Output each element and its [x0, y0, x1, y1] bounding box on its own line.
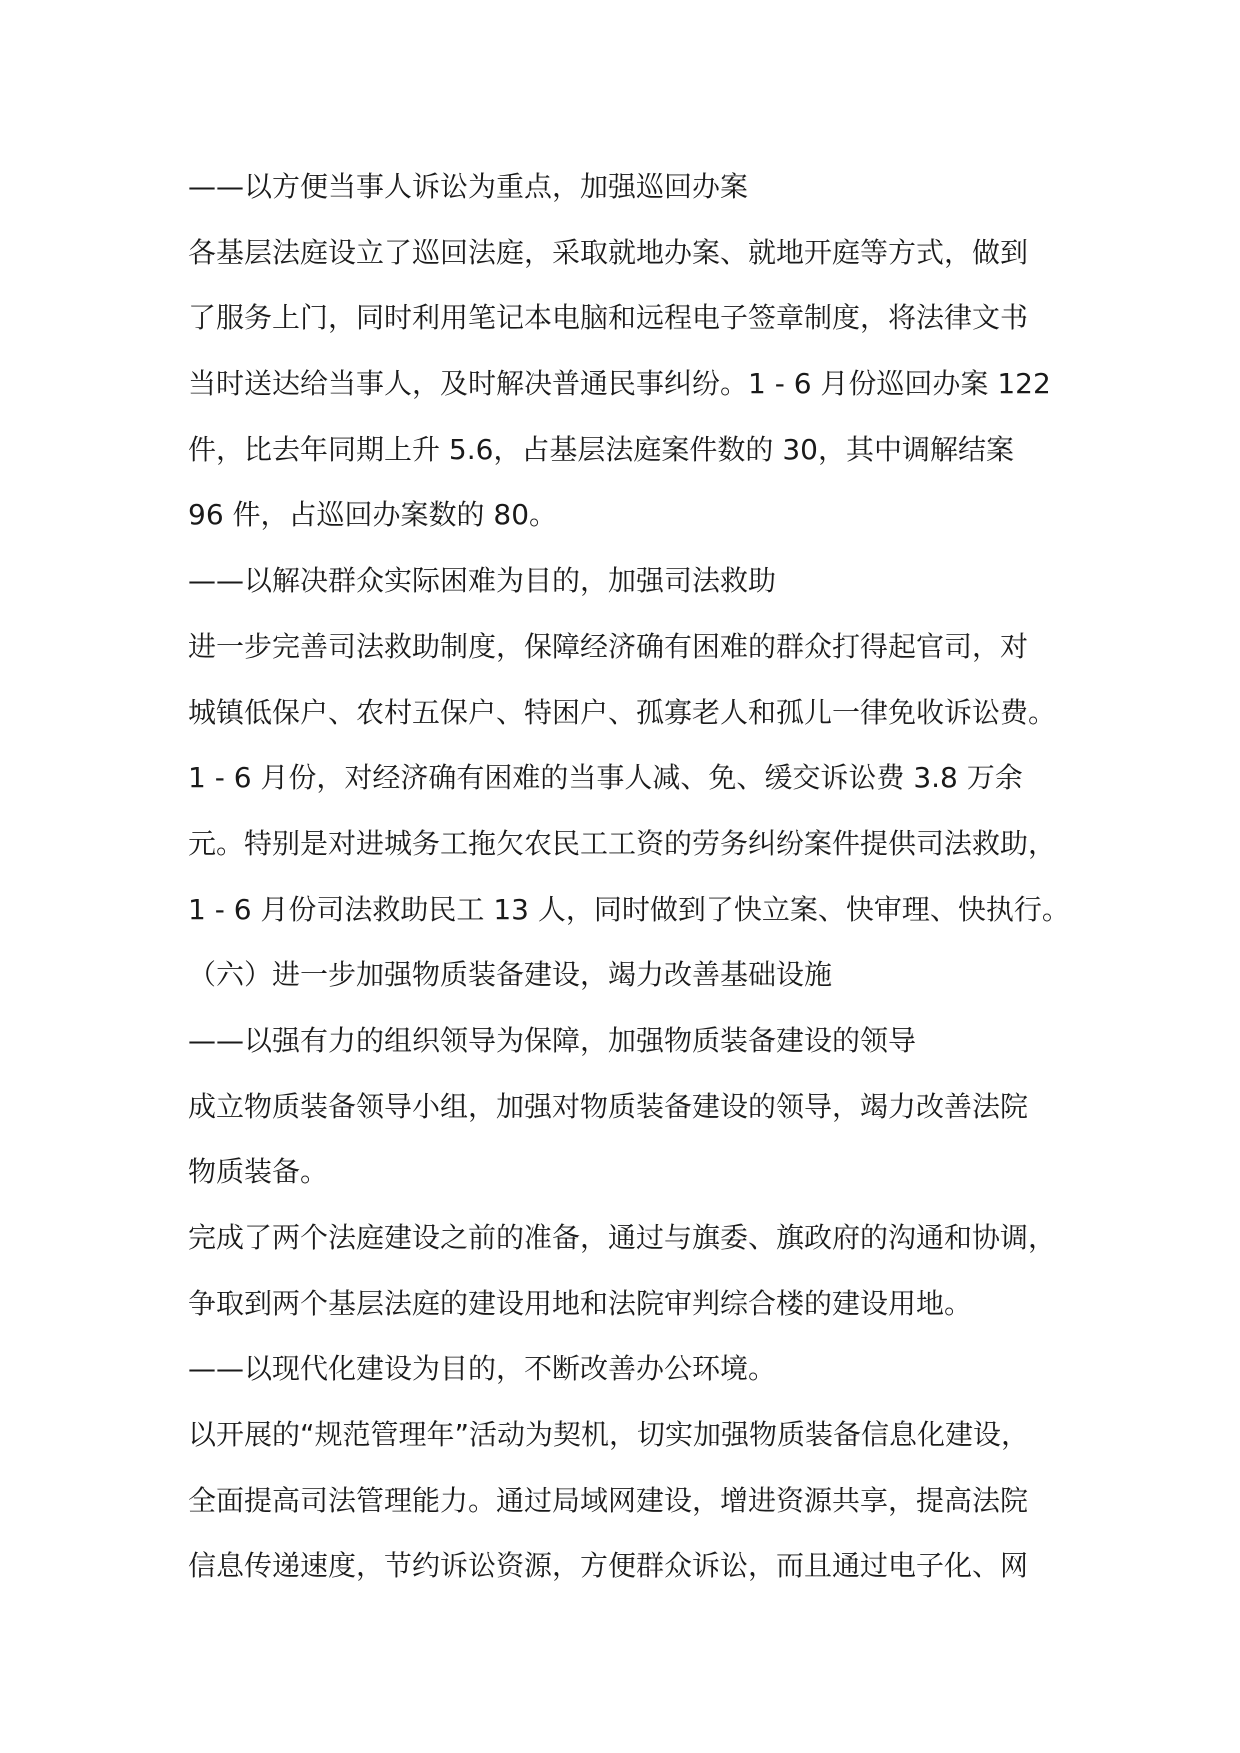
paragraph-line: 了服务上门，同时利用笔记本电脑和远程电子签章制度，将法律文书	[188, 301, 1029, 335]
paragraph-line: 完成了两个法庭建设之前的准备，通过与旗委、旗政府的沟通和协调，	[188, 1221, 1057, 1254]
paragraph-line: 信息传递速度，节约诉讼资源，方便群众诉讼，而且通过电子化、网	[188, 1549, 1029, 1583]
section-heading-six: （六）进一步加强物质装备建设，竭力改善基础设施	[188, 958, 833, 992]
paragraph-line: 物质装备。	[188, 1155, 329, 1189]
paragraph-line: 城镇低保户、农村五保户、特困户、孤寡老人和孤儿一律免收诉讼费。	[188, 695, 1057, 729]
paragraph-line: 全面提高司法管理能力。通过局域网建设，增进资源共享，提高法院	[188, 1483, 1029, 1517]
paragraph-line: 1 - 6 月份，对经济确有困难的当事人减、免、缓交诉讼费 3.8 万余	[188, 761, 1023, 795]
paragraph-line: 96 件，占巡回办案数的 80。	[188, 498, 558, 532]
paragraph-line: 元。特别是对进城务工拖欠农民工工资的劳务纠纷案件提供司法救助，	[188, 826, 1057, 860]
paragraph-line: 件，比去年同期上升 5.6，占基层法庭案件数的 30，其中调解结案	[188, 432, 1014, 466]
subheading-modernization: ——以现代化建设为目的，不断改善办公环境。	[188, 1352, 777, 1386]
paragraph-line: 当时送达给当事人，及时解决普通民事纠纷。1 - 6 月份巡回办案 122	[188, 367, 1051, 401]
subheading-circuit-cases: ——以方便当事人诉讼为重点，加强巡回办案	[188, 170, 749, 203]
paragraph-line: 1 - 6 月份司法救助民工 13 人，同时做到了快立案、快审理、快执行。	[188, 892, 1070, 926]
paragraph-line: 成立物质装备领导小组，加强对物质装备建设的领导，竭力改善法院	[188, 1089, 1029, 1123]
subheading-judicial-aid: ——以解决群众实际困难为目的，加强司法救助	[188, 564, 777, 598]
paragraph-line: 进一步完善司法救助制度，保障经济确有困难的群众打得起官司，对	[188, 629, 1029, 663]
subheading-leadership: ——以强有力的组织领导为保障，加强物质装备建设的领导	[188, 1023, 917, 1057]
paragraph-line: 以开展的“规范管理年”活动为契机，切实加强物质装备信息化建设，	[188, 1418, 1030, 1452]
paragraph-line: 各基层法庭设立了巡回法庭，采取就地办案、就地开庭等方式，做到	[188, 235, 1029, 269]
paragraph-line: 争取到两个基层法庭的建设用地和法院审判综合楼的建设用地。	[188, 1286, 973, 1320]
document-body	[188, 154, 1068, 1599]
